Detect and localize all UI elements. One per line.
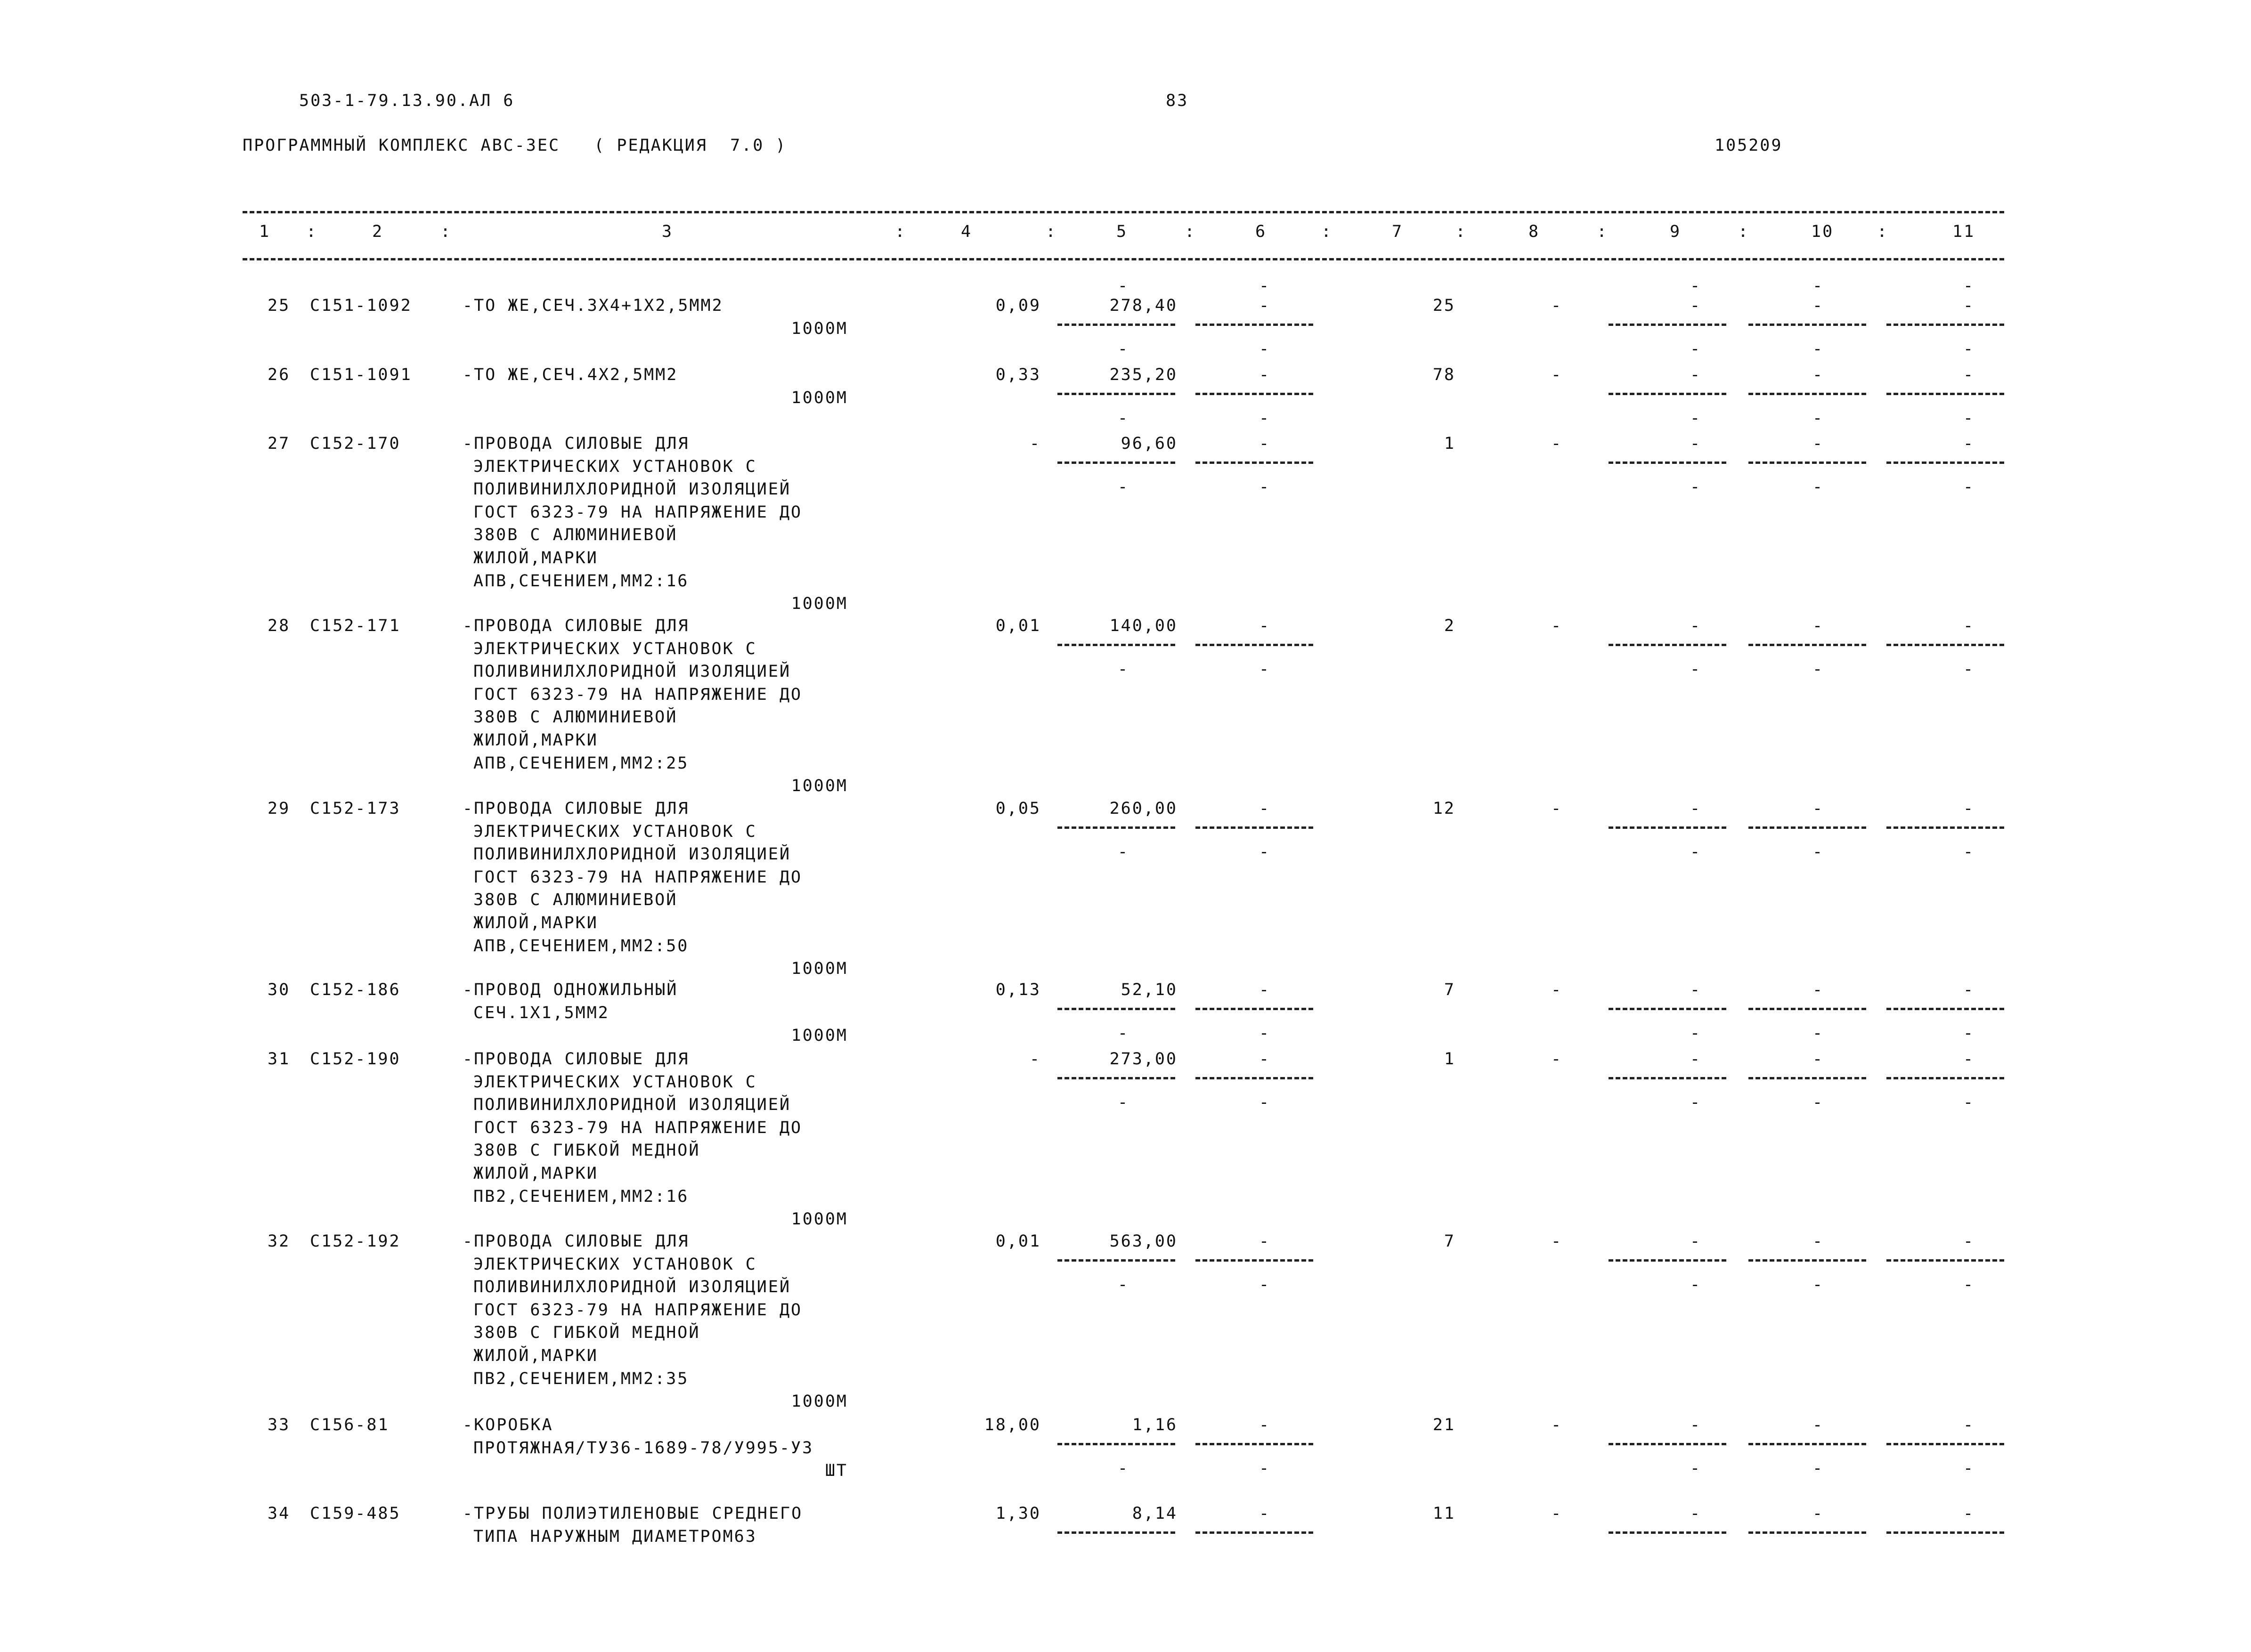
col6-value: - <box>1259 1232 1271 1251</box>
cell-sub-rule <box>1195 1008 1313 1010</box>
cell-sub-rule <box>1195 324 1313 326</box>
col5-value: 563,00 <box>1109 1232 1178 1251</box>
cell-sub-rule <box>1886 1259 2004 1262</box>
cell-sub-rule <box>1057 324 1175 326</box>
col5-lower-mark: - <box>1117 409 1130 428</box>
col9-value: - <box>1690 799 1702 818</box>
col5-value: 140,00 <box>1109 616 1178 635</box>
col6-value: - <box>1259 1050 1271 1069</box>
resource-description: АПВ,СЕЧЕНИЕМ,ММ2:16 <box>473 571 689 591</box>
col6-lower-mark: - <box>1259 1459 1271 1478</box>
col6-value: - <box>1259 980 1271 999</box>
col10-lower-mark: - <box>1812 1275 1824 1294</box>
col11-value: - <box>1963 1504 1975 1523</box>
resource-description: ГОСТ 6323-79 НА НАПРЯЖЕНИЕ ДО <box>473 1118 803 1137</box>
col8-value: - <box>1551 434 1563 453</box>
table-top-rule <box>243 211 2004 213</box>
column-separator: : <box>1046 222 1057 241</box>
column-header-1: 1 <box>259 222 271 241</box>
cell-sub-rule <box>1609 826 1726 829</box>
cell-sub-rule <box>1748 462 1866 464</box>
resource-description: ЖИЛОЙ,МАРКИ <box>473 1164 598 1183</box>
resource-description: -ПРОВОДА СИЛОВЫЕ ДЛЯ <box>463 1050 690 1069</box>
col9-value: - <box>1690 365 1702 384</box>
resource-description: ЖИЛОЙ,МАРКИ <box>473 914 598 932</box>
cell-sub-rule <box>1057 1077 1175 1079</box>
col4-value: 0,01 <box>995 616 1041 635</box>
resource-description: ГОСТ 6323-79 НА НАПРЯЖЕНИЕ ДО <box>473 685 803 704</box>
col10-value: - <box>1812 296 1824 315</box>
cell-sub-rule <box>1886 1531 2004 1534</box>
resource-description: 380В С ГИБКОЙ МЕДНОЙ <box>473 1141 700 1160</box>
resource-description: ЖИЛОЙ,МАРКИ <box>473 549 598 567</box>
col5-lower-mark: - <box>1117 660 1130 679</box>
col5-value: 260,00 <box>1109 799 1178 818</box>
cell-sub-rule <box>1886 393 2004 395</box>
cell-sub-rule <box>1609 1443 1726 1445</box>
col5-value: 96,60 <box>1121 434 1178 453</box>
row-number: 25 <box>268 296 291 315</box>
resource-description: ГОСТ 6323-79 НА НАПРЯЖЕНИЕ ДО <box>473 502 803 522</box>
column-header-8: 8 <box>1528 222 1540 241</box>
col9-lower-mark: - <box>1690 1459 1702 1478</box>
cell-sub-rule <box>1609 644 1726 646</box>
unit-of-measure: 1000М <box>791 959 848 979</box>
column-header-4: 4 <box>961 222 973 241</box>
resource-code: С152-171 <box>310 616 401 635</box>
col11-value: - <box>1963 1416 1975 1434</box>
col7-value: 7 <box>1444 980 1455 999</box>
resource-code: С156-81 <box>310 1416 390 1434</box>
resource-code: С159-485 <box>310 1504 401 1523</box>
resource-description: ПВ2,СЕЧЕНИЕМ,ММ2:16 <box>473 1187 689 1206</box>
col6-lower-mark: - <box>1259 409 1271 428</box>
resource-description: -ПРОВОДА СИЛОВЫЕ ДЛЯ <box>463 1232 690 1251</box>
col10-value: - <box>1812 980 1824 999</box>
col9-lower-mark: - <box>1690 1024 1702 1043</box>
col9-lower-mark: - <box>1690 660 1702 679</box>
cell-sub-rule <box>1057 826 1175 829</box>
col9-value: - <box>1690 1504 1702 1523</box>
col4-value: 0,09 <box>995 296 1041 315</box>
unit-of-measure: 1000М <box>791 594 848 614</box>
col7-value: 21 <box>1432 1416 1455 1434</box>
col7-value: 25 <box>1432 296 1455 315</box>
col4-value: 0,01 <box>995 1232 1041 1251</box>
col10-lower-mark: - <box>1812 842 1824 861</box>
cell-sub-rule <box>1057 1443 1175 1445</box>
col9-lower-mark: - <box>1690 1275 1702 1294</box>
col11-value: - <box>1963 1232 1975 1251</box>
resource-description: -ПРОВОДА СИЛОВЫЕ ДЛЯ <box>463 799 690 818</box>
col11-value: - <box>1963 616 1975 635</box>
cell-sub-rule <box>1748 1008 1866 1010</box>
cell-sub-rule <box>1057 644 1175 646</box>
col6-above-mark: - <box>1259 276 1271 295</box>
resource-description: ПОЛИВИНИЛХЛОРИДНОЙ ИЗОЛЯЦИЕЙ <box>473 662 791 681</box>
unit-of-measure: 1000М <box>791 1210 848 1229</box>
col5-value: 235,20 <box>1109 365 1178 384</box>
cell-sub-rule <box>1748 393 1866 395</box>
col5-lower-mark: - <box>1117 1024 1130 1043</box>
col7-value: 1 <box>1444 434 1455 453</box>
resource-description: ЭЛЕКТРИЧЕСКИХ УСТАНОВОК С <box>473 822 757 841</box>
col6-value: - <box>1259 296 1271 315</box>
page-number: 83 <box>1166 91 1189 110</box>
col10-above-mark: - <box>1812 276 1824 295</box>
col6-value: - <box>1259 365 1271 384</box>
resource-code: С152-186 <box>310 980 401 999</box>
col9-value: - <box>1690 1416 1702 1434</box>
unit-of-measure: 1000М <box>791 777 848 796</box>
col4-value: 0,33 <box>995 365 1041 384</box>
col11-lower-mark: - <box>1963 409 1975 428</box>
col9-lower-mark: - <box>1690 340 1702 358</box>
unit-of-measure: 1000М <box>791 1026 848 1045</box>
col6-lower-mark: - <box>1259 1024 1271 1043</box>
resource-description: ЖИЛОЙ,МАРКИ <box>473 731 598 750</box>
resource-description: АПВ,СЕЧЕНИЕМ,ММ2:25 <box>473 753 689 773</box>
col10-value: - <box>1812 365 1824 384</box>
col10-value: - <box>1812 1232 1824 1251</box>
col6-lower-mark: - <box>1259 1275 1271 1294</box>
unit-of-measure: 1000М <box>791 388 848 407</box>
resource-description: ПОЛИВИНИЛХЛОРИДНОЙ ИЗОЛЯЦИЕЙ <box>473 845 791 864</box>
col5-lower-mark: - <box>1117 340 1130 358</box>
col5-lower-mark: - <box>1117 1093 1130 1112</box>
col9-lower-mark: - <box>1690 842 1702 861</box>
col4-value: - <box>1029 434 1041 453</box>
document-number: 105209 <box>1715 136 1783 155</box>
resource-code: С152-173 <box>310 799 401 818</box>
col10-value: - <box>1812 616 1824 635</box>
col5-lower-mark: - <box>1117 478 1130 496</box>
cell-sub-rule <box>1748 1077 1866 1079</box>
col6-value: - <box>1259 434 1271 453</box>
cell-sub-rule <box>1057 1531 1175 1534</box>
cell-sub-rule <box>1886 1008 2004 1010</box>
cell-sub-rule <box>1609 1259 1726 1262</box>
col8-value: - <box>1551 980 1563 999</box>
column-header-7: 7 <box>1392 222 1404 241</box>
resource-description: ЭЛЕКТРИЧЕСКИХ УСТАНОВОК С <box>473 1072 757 1092</box>
col11-value: - <box>1963 296 1975 315</box>
row-number: 31 <box>268 1050 291 1069</box>
col7-value: 7 <box>1444 1232 1455 1251</box>
row-number: 34 <box>268 1504 291 1523</box>
col11-value: - <box>1963 365 1975 384</box>
col11-lower-mark: - <box>1963 1459 1975 1478</box>
cell-sub-rule <box>1748 324 1866 326</box>
resource-code: С152-192 <box>310 1232 401 1251</box>
col11-value: - <box>1963 1050 1975 1069</box>
resource-code: С152-190 <box>310 1050 401 1069</box>
col10-value: - <box>1812 799 1824 818</box>
resource-description: -ТО ЖЕ,СЕЧ.3Х4+1Х2,5ММ2 <box>463 296 723 315</box>
col11-lower-mark: - <box>1963 660 1975 679</box>
column-separator: : <box>1185 222 1196 241</box>
column-header-5: 5 <box>1116 222 1128 241</box>
cell-sub-rule <box>1886 644 2004 646</box>
col10-lower-mark: - <box>1812 409 1824 428</box>
cell-sub-rule <box>1057 1008 1175 1010</box>
col10-lower-mark: - <box>1812 660 1824 679</box>
resource-description: -ТО ЖЕ,СЕЧ.4Х2,5ММ2 <box>463 365 678 384</box>
column-header-6: 6 <box>1255 222 1267 241</box>
col4-value: 18,00 <box>984 1416 1041 1434</box>
col7-value: 2 <box>1444 616 1455 635</box>
column-separator: : <box>1321 222 1333 241</box>
resource-description: -ПРОВОДА СИЛОВЫЕ ДЛЯ <box>463 434 690 453</box>
resource-description: ГОСТ 6323-79 НА НАПРЯЖЕНИЕ ДО <box>473 1300 803 1320</box>
col10-value: - <box>1812 1050 1824 1069</box>
column-separator: : <box>1877 222 1889 241</box>
col5-above-mark: - <box>1117 276 1130 295</box>
cell-sub-rule <box>1609 324 1726 326</box>
document-code: 503-1-79.13.90.АЛ 6 <box>299 91 515 110</box>
cell-sub-rule <box>1195 1443 1313 1445</box>
col5-value: 8,14 <box>1132 1504 1178 1523</box>
resource-description: ТИПА НАРУЖНЫМ ДИАМЕТРОМ63 <box>473 1527 757 1546</box>
resource-description: СЕЧ.1Х1,5ММ2 <box>473 1003 609 1022</box>
col9-lower-mark: - <box>1690 409 1702 428</box>
column-separator: : <box>1455 222 1467 241</box>
resource-description: -КОРОБКА <box>463 1416 553 1434</box>
col6-lower-mark: - <box>1259 478 1271 496</box>
col6-value: - <box>1259 1504 1271 1523</box>
col9-lower-mark: - <box>1690 1093 1702 1112</box>
col8-value: - <box>1551 365 1563 384</box>
cell-sub-rule <box>1748 1531 1866 1534</box>
row-number: 30 <box>268 980 291 999</box>
row-number: 27 <box>268 434 291 453</box>
row-number: 32 <box>268 1232 291 1251</box>
resource-description: АПВ,СЕЧЕНИЕМ,ММ2:50 <box>473 936 689 956</box>
col9-value: - <box>1690 1050 1702 1069</box>
cell-sub-rule <box>1886 324 2004 326</box>
col5-lower-mark: - <box>1117 1459 1130 1478</box>
cell-sub-rule <box>1057 462 1175 464</box>
col7-value: 1 <box>1444 1050 1455 1069</box>
col10-lower-mark: - <box>1812 1024 1824 1043</box>
column-separator: : <box>895 222 907 241</box>
col8-value: - <box>1551 296 1563 315</box>
col10-value: - <box>1812 434 1824 453</box>
resource-description: ПРОТЯЖНАЯ/ТУ36-1689-78/У995-У3 <box>473 1438 814 1458</box>
cell-sub-rule <box>1195 644 1313 646</box>
column-separator: : <box>1597 222 1609 241</box>
col10-lower-mark: - <box>1812 1459 1824 1478</box>
col8-value: - <box>1551 799 1563 818</box>
cell-sub-rule <box>1609 1531 1726 1534</box>
col7-value: 11 <box>1432 1504 1455 1523</box>
resource-description: 380В С АЛЮМИНИЕВОЙ <box>473 708 678 727</box>
resource-code: С151-1091 <box>310 365 412 384</box>
col10-value: - <box>1812 1504 1824 1523</box>
cell-sub-rule <box>1195 1531 1313 1534</box>
col8-value: - <box>1551 1232 1563 1251</box>
col6-lower-mark: - <box>1259 842 1271 861</box>
col10-lower-mark: - <box>1812 340 1824 358</box>
cell-sub-rule <box>1886 1077 2004 1079</box>
cell-sub-rule <box>1195 462 1313 464</box>
col11-lower-mark: - <box>1963 340 1975 358</box>
resource-description: ПВ2,СЕЧЕНИЕМ,ММ2:35 <box>473 1369 689 1388</box>
resource-description: -ПРОВОД ОДНОЖИЛЬНЫЙ <box>463 980 678 999</box>
col11-value: - <box>1963 434 1975 453</box>
col6-lower-mark: - <box>1259 1093 1271 1112</box>
unit-of-measure: 1000М <box>791 319 848 338</box>
col9-value: - <box>1690 434 1702 453</box>
cell-sub-rule <box>1748 1443 1866 1445</box>
col5-value: 273,00 <box>1109 1050 1178 1069</box>
cell-sub-rule <box>1609 393 1726 395</box>
col11-value: - <box>1963 799 1975 818</box>
row-number: 29 <box>268 799 291 818</box>
col5-lower-mark: - <box>1117 842 1130 861</box>
col9-value: - <box>1690 980 1702 999</box>
unit-of-measure: 1000М <box>791 1392 848 1411</box>
column-header-10: 10 <box>1811 222 1834 241</box>
column-header-11: 11 <box>1952 222 1975 241</box>
col11-lower-mark: - <box>1963 478 1975 496</box>
cell-sub-rule <box>1195 826 1313 829</box>
cell-sub-rule <box>1748 644 1866 646</box>
resource-description: -ПРОВОДА СИЛОВЫЕ ДЛЯ <box>463 616 690 635</box>
column-header-2: 2 <box>372 222 384 241</box>
col6-value: - <box>1259 1416 1271 1434</box>
col4-value: 1,30 <box>995 1504 1041 1523</box>
col9-value: - <box>1690 296 1702 315</box>
cell-sub-rule <box>1748 1259 1866 1262</box>
col10-lower-mark: - <box>1812 1093 1824 1112</box>
col10-lower-mark: - <box>1812 478 1824 496</box>
col11-value: - <box>1963 980 1975 999</box>
column-header-3: 3 <box>662 222 674 241</box>
col5-lower-mark: - <box>1117 1275 1130 1294</box>
col9-lower-mark: - <box>1690 478 1702 496</box>
col4-value: - <box>1029 1050 1041 1069</box>
col11-lower-mark: - <box>1963 1024 1975 1043</box>
resource-description: 380В С АЛЮМИНИЕВОЙ <box>473 891 678 910</box>
resource-code: С152-170 <box>310 434 401 453</box>
resource-description: ЭЛЕКТРИЧЕСКИХ УСТАНОВОК С <box>473 1255 757 1274</box>
column-separator: : <box>1738 222 1750 241</box>
cell-sub-rule <box>1195 393 1313 395</box>
resource-description: -ТРУБЫ ПОЛИЭТИЛЕНОВЫЕ СРЕДНЕГО <box>463 1504 803 1523</box>
col8-value: - <box>1551 1050 1563 1069</box>
cell-sub-rule <box>1886 462 2004 464</box>
col7-value: 78 <box>1432 365 1455 384</box>
col6-value: - <box>1259 616 1271 635</box>
col4-value: 0,13 <box>995 980 1041 999</box>
table-header-rule <box>243 258 2004 260</box>
resource-description: ЭЛЕКТРИЧЕСКИХ УСТАНОВОК С <box>473 457 757 476</box>
cell-sub-rule <box>1886 1443 2004 1445</box>
col5-value: 278,40 <box>1109 296 1178 315</box>
col8-value: - <box>1551 616 1563 635</box>
cell-sub-rule <box>1609 1008 1726 1010</box>
col5-value: 1,16 <box>1132 1416 1178 1434</box>
col4-value: 0,05 <box>995 799 1041 818</box>
unit-of-measure: ШТ <box>825 1461 848 1481</box>
col8-value: - <box>1551 1416 1563 1434</box>
col7-value: 12 <box>1432 799 1455 818</box>
col10-value: - <box>1812 1416 1824 1434</box>
cell-sub-rule <box>1057 393 1175 395</box>
resource-code: С151-1092 <box>310 296 412 315</box>
resource-description: ПОЛИВИНИЛХЛОРИДНОЙ ИЗОЛЯЦИЕЙ <box>473 1095 791 1115</box>
col5-value: 52,10 <box>1121 980 1178 999</box>
column-separator: : <box>306 222 318 241</box>
program-title: ПРОГРАММНЫЙ КОМПЛЕКС АВС-3ЕС ( РЕДАКЦИЯ 7.0 ) <box>243 136 787 155</box>
row-number: 28 <box>268 616 291 635</box>
col9-value: - <box>1690 1232 1702 1251</box>
col6-lower-mark: - <box>1259 660 1271 679</box>
resource-description: 380В С АЛЮМИНИЕВОЙ <box>473 526 678 545</box>
resource-description: ЖИЛОЙ,МАРКИ <box>473 1346 598 1365</box>
cell-sub-rule <box>1057 1259 1175 1262</box>
resource-description: ЭЛЕКТРИЧЕСКИХ УСТАНОВОК С <box>473 639 757 658</box>
cell-sub-rule <box>1195 1077 1313 1079</box>
col8-value: - <box>1551 1504 1563 1523</box>
row-number: 33 <box>268 1416 291 1434</box>
resource-description: 380В С ГИБКОЙ МЕДНОЙ <box>473 1323 700 1343</box>
cell-sub-rule <box>1886 826 2004 829</box>
column-header-9: 9 <box>1670 222 1682 241</box>
col11-lower-mark: - <box>1963 842 1975 861</box>
col11-above-mark: - <box>1963 276 1975 295</box>
col6-lower-mark: - <box>1259 340 1271 358</box>
cell-sub-rule <box>1748 826 1866 829</box>
cell-sub-rule <box>1195 1259 1313 1262</box>
cell-sub-rule <box>1609 1077 1726 1079</box>
cell-sub-rule <box>1609 462 1726 464</box>
resource-description: ГОСТ 6323-79 НА НАПРЯЖЕНИЕ ДО <box>473 867 803 887</box>
col9-above-mark: - <box>1690 276 1702 295</box>
col6-value: - <box>1259 799 1271 818</box>
col9-value: - <box>1690 616 1702 635</box>
column-separator: : <box>440 222 452 241</box>
row-number: 26 <box>268 365 291 384</box>
col11-lower-mark: - <box>1963 1093 1975 1112</box>
resource-description: ПОЛИВИНИЛХЛОРИДНОЙ ИЗОЛЯЦИЕЙ <box>473 480 791 499</box>
resource-description: ПОЛИВИНИЛХЛОРИДНОЙ ИЗОЛЯЦИЕЙ <box>473 1278 791 1297</box>
col11-lower-mark: - <box>1963 1275 1975 1294</box>
